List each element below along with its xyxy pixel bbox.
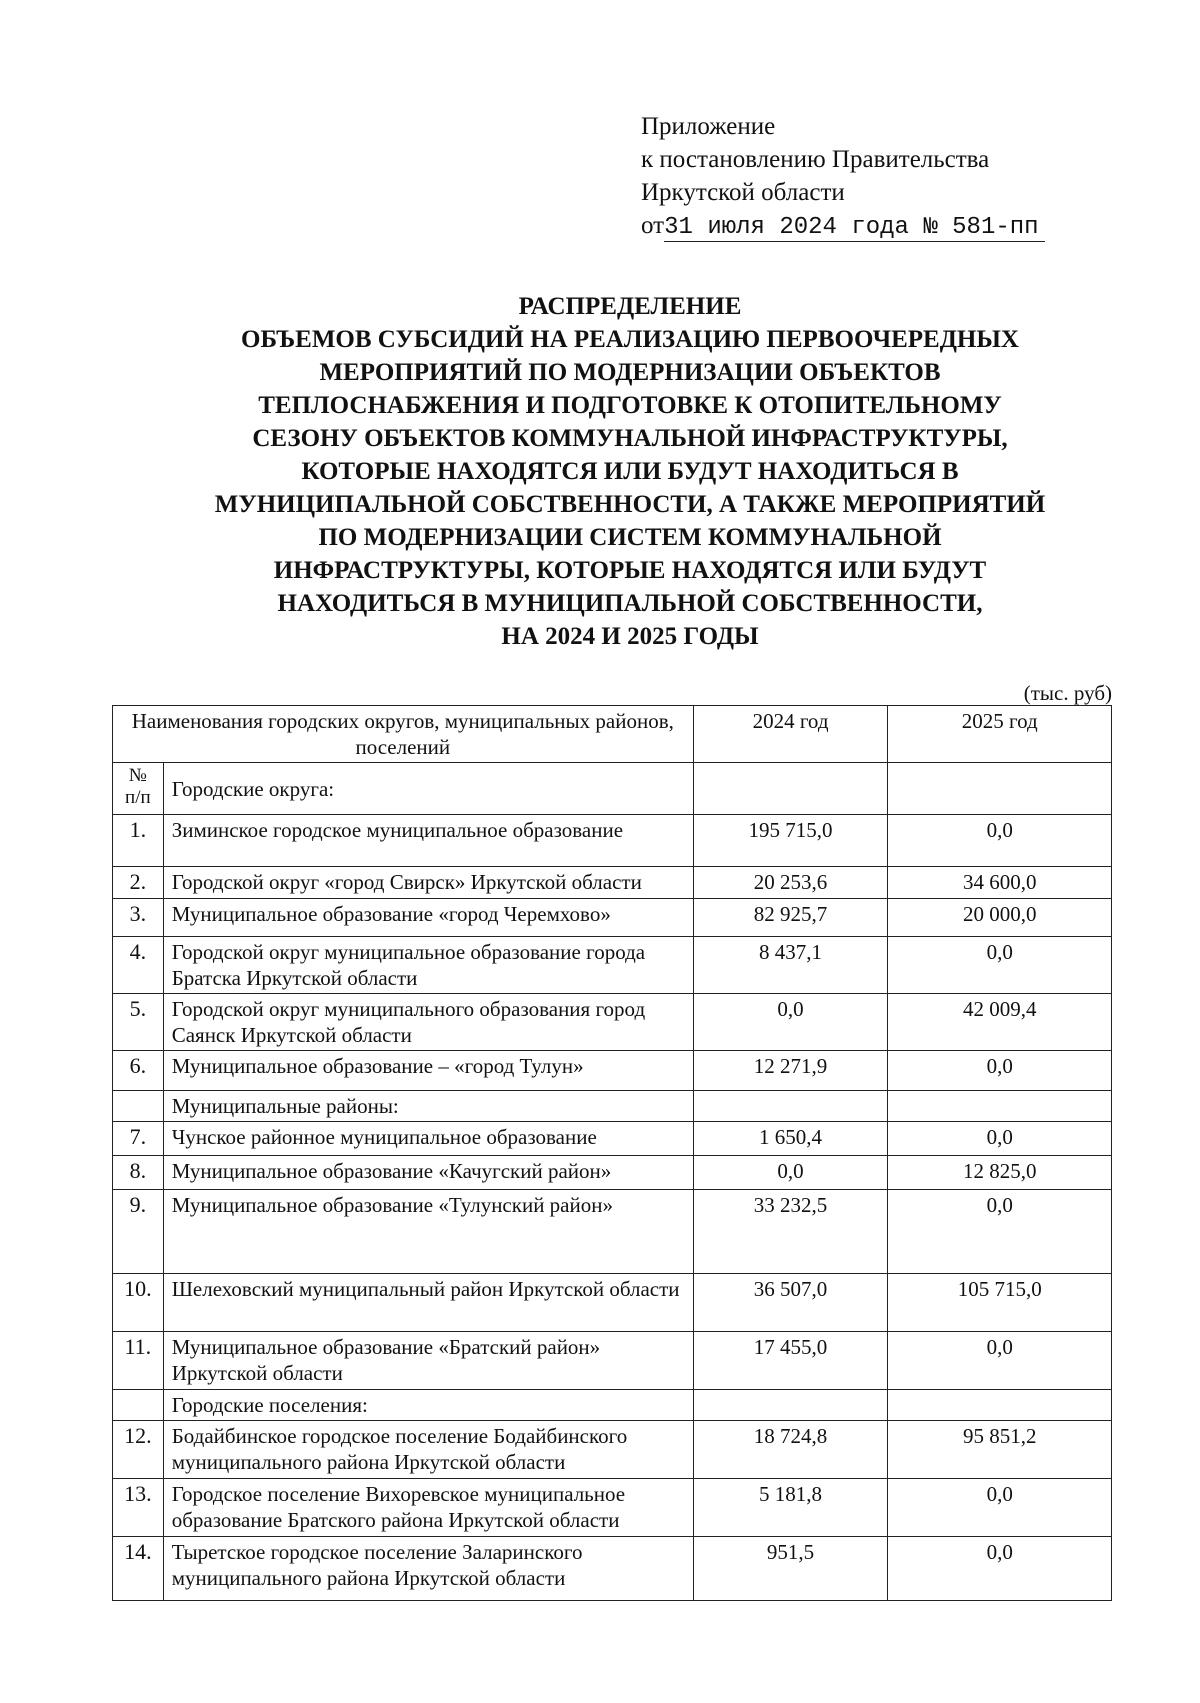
- row-number: 13.: [113, 1479, 164, 1537]
- row-name: Городское поселение Вихоревское муниципальное образование Братского района Иркутской области: [163, 1479, 693, 1537]
- row-2025: 42 009,4: [888, 994, 1112, 1051]
- document-title: [150, 290, 1110, 653]
- row-2024: 17 455,0: [693, 1332, 888, 1390]
- title-line: ПО МОДЕРНИЗАЦИИ СИСТЕМ КОММУНАЛЬНОЙ: [318, 524, 942, 551]
- row-2024: 1 650,4: [693, 1122, 888, 1156]
- row-name: Муниципальное образование «Качугский район»: [163, 1156, 693, 1190]
- row-name: Городской округ муниципального образования город Саянск Иркутской области: [163, 994, 693, 1051]
- row-2024: 18 724,8: [693, 1421, 888, 1479]
- table-header-row: [113, 706, 1112, 763]
- row-name: Городской округ «город Свирск» Иркутской области: [163, 867, 693, 899]
- table-row: [113, 815, 1112, 867]
- date-prefix: от: [641, 212, 665, 239]
- row-number: 8.: [113, 1156, 164, 1190]
- row-name: Городской округ муниципальное образование города Братска Иркутской области: [163, 937, 693, 994]
- row-2024: 5 181,8: [693, 1479, 888, 1537]
- row-number: 2.: [113, 867, 164, 899]
- row-2025: 95 851,2: [888, 1421, 1112, 1479]
- section-row: [113, 1390, 1112, 1421]
- row-number: 3.: [113, 899, 164, 937]
- title-line: КОТОРЫЕ НАХОДЯТСЯ ИЛИ БУДУТ НАХОДИТЬСЯ В: [301, 458, 959, 485]
- row-name: Тыретское городское поселение Заларинского муниципального района Иркутской области: [163, 1537, 693, 1601]
- appendix-line-3: Иркутской области: [641, 179, 845, 206]
- row-2025: 0,0: [888, 1537, 1112, 1601]
- title-line: ИНФРАСТРУКТУРЫ, КОТОРЫЕ НАХОДЯТСЯ ИЛИ БУДУТ: [273, 557, 987, 584]
- header-number: № п/п: [113, 763, 164, 815]
- table-row: [113, 1537, 1112, 1601]
- table-row: [113, 867, 1112, 899]
- table-row: [113, 937, 1112, 994]
- row-2024: 12 271,9: [693, 1051, 888, 1091]
- row-number: 9.: [113, 1190, 164, 1274]
- section-label: Городские округа:: [163, 763, 693, 815]
- header-2025: 2025 год: [888, 706, 1112, 763]
- table-row: [113, 1332, 1112, 1390]
- table-row: [113, 1051, 1112, 1091]
- row-2025: 0,0: [888, 1122, 1112, 1156]
- row-2025: 0,0: [888, 937, 1112, 994]
- section-row: [113, 1091, 1112, 1122]
- row-2025: 0,0: [888, 1479, 1112, 1537]
- units-label: (тыс. руб): [1023, 681, 1112, 705]
- row-number: 5.: [113, 994, 164, 1051]
- row-number: 6.: [113, 1051, 164, 1091]
- table-row: [113, 1190, 1112, 1274]
- row-2025: 0,0: [888, 1051, 1112, 1091]
- row-2025: 105 715,0: [888, 1274, 1112, 1332]
- table-row: [113, 994, 1112, 1051]
- header-2024: 2024 год: [693, 706, 888, 763]
- row-2025: 20 000,0: [888, 899, 1112, 937]
- row-name: Муниципальное образование «Тулунский район»: [163, 1190, 693, 1274]
- table-row: [113, 1421, 1112, 1479]
- title-line: МУНИЦИПАЛЬНОЙ СОБСТВЕННОСТИ, А ТАКЖЕ МЕРОПРИЯТИЙ: [214, 491, 1046, 518]
- row-2024: 20 253,6: [693, 867, 888, 899]
- row-number: 7.: [113, 1122, 164, 1156]
- title-line: МЕРОПРИЯТИЙ ПО МОДЕРНИЗАЦИИ ОБЪЕКТОВ: [319, 359, 941, 386]
- row-2025: 12 825,0: [888, 1156, 1112, 1190]
- resolution-date-number: 31 июля 2024 года № 581-пп: [664, 215, 1044, 242]
- row-name: Бодайбинское городское поселение Бодайбинского муниципального района Иркутской области: [163, 1421, 693, 1479]
- row-2025: 0,0: [888, 815, 1112, 867]
- title-line: ОБЪЕМОВ СУБСИДИЙ НА РЕАЛИЗАЦИЮ ПЕРВООЧЕРЕДНЫХ: [241, 326, 1019, 353]
- row-2024: 36 507,0: [693, 1274, 888, 1332]
- appendix-line-2: к постановлению Правительства: [641, 146, 990, 173]
- appendix-line-1: Приложение: [641, 113, 776, 140]
- row-number: 4.: [113, 937, 164, 994]
- appendix-block: [641, 110, 1045, 242]
- row-name: Чунское районное муниципальное образование: [163, 1122, 693, 1156]
- row-number: 10.: [113, 1274, 164, 1332]
- row-number: 12.: [113, 1421, 164, 1479]
- title-line: НАХОДИТЬСЯ В МУНИЦИПАЛЬНОЙ СОБСТВЕННОСТИ,: [277, 590, 983, 617]
- row-number: 1.: [113, 815, 164, 867]
- title-line: НА 2024 И 2025 ГОДЫ: [501, 623, 759, 650]
- table-row: [113, 899, 1112, 937]
- row-2024: 0,0: [693, 994, 888, 1051]
- row-2024: 951,5: [693, 1537, 888, 1601]
- row-2024: 8 437,1: [693, 937, 888, 994]
- table-row: [113, 1122, 1112, 1156]
- row-2025: 0,0: [888, 1332, 1112, 1390]
- title-line: РАСПРЕДЕЛЕНИЕ: [518, 293, 742, 320]
- row-2024: 82 925,7: [693, 899, 888, 937]
- row-name: Муниципальное образование «Братский район» Иркутской области: [163, 1332, 693, 1390]
- subsidy-table: [112, 705, 1112, 1601]
- row-2024: 0,0: [693, 1156, 888, 1190]
- row-2024: 195 715,0: [693, 815, 888, 867]
- row-name: Муниципальное образование «город Черемхово»: [163, 899, 693, 937]
- row-number: 14.: [113, 1537, 164, 1601]
- section-row: [113, 763, 1112, 815]
- section-label: Муниципальные районы:: [163, 1091, 693, 1122]
- table-row: [113, 1274, 1112, 1332]
- row-name: Муниципальное образование – «город Тулун»: [163, 1051, 693, 1091]
- row-number: 11.: [113, 1332, 164, 1390]
- table-row: [113, 1156, 1112, 1190]
- row-2025: 34 600,0: [888, 867, 1112, 899]
- row-name: Шелеховский муниципальный район Иркутской области: [163, 1274, 693, 1332]
- row-name: Зиминское городское муниципальное образование: [163, 815, 693, 867]
- row-2025: 0,0: [888, 1190, 1112, 1274]
- header-name: Наименования городских округов, муниципальных районов, поселений: [113, 706, 694, 763]
- title-line: СЕЗОНУ ОБЪЕКТОВ КОММУНАЛЬНОЙ ИНФРАСТРУКТУРЫ,: [252, 425, 1008, 452]
- section-label: Городские поселения:: [163, 1390, 693, 1421]
- table-row: [113, 1479, 1112, 1537]
- appendix-date-line: [641, 209, 1045, 242]
- title-line: ТЕПЛОСНАБЖЕНИЯ И ПОДГОТОВКЕ К ОТОПИТЕЛЬНОМУ: [258, 392, 1002, 419]
- row-2024: 33 232,5: [693, 1190, 888, 1274]
